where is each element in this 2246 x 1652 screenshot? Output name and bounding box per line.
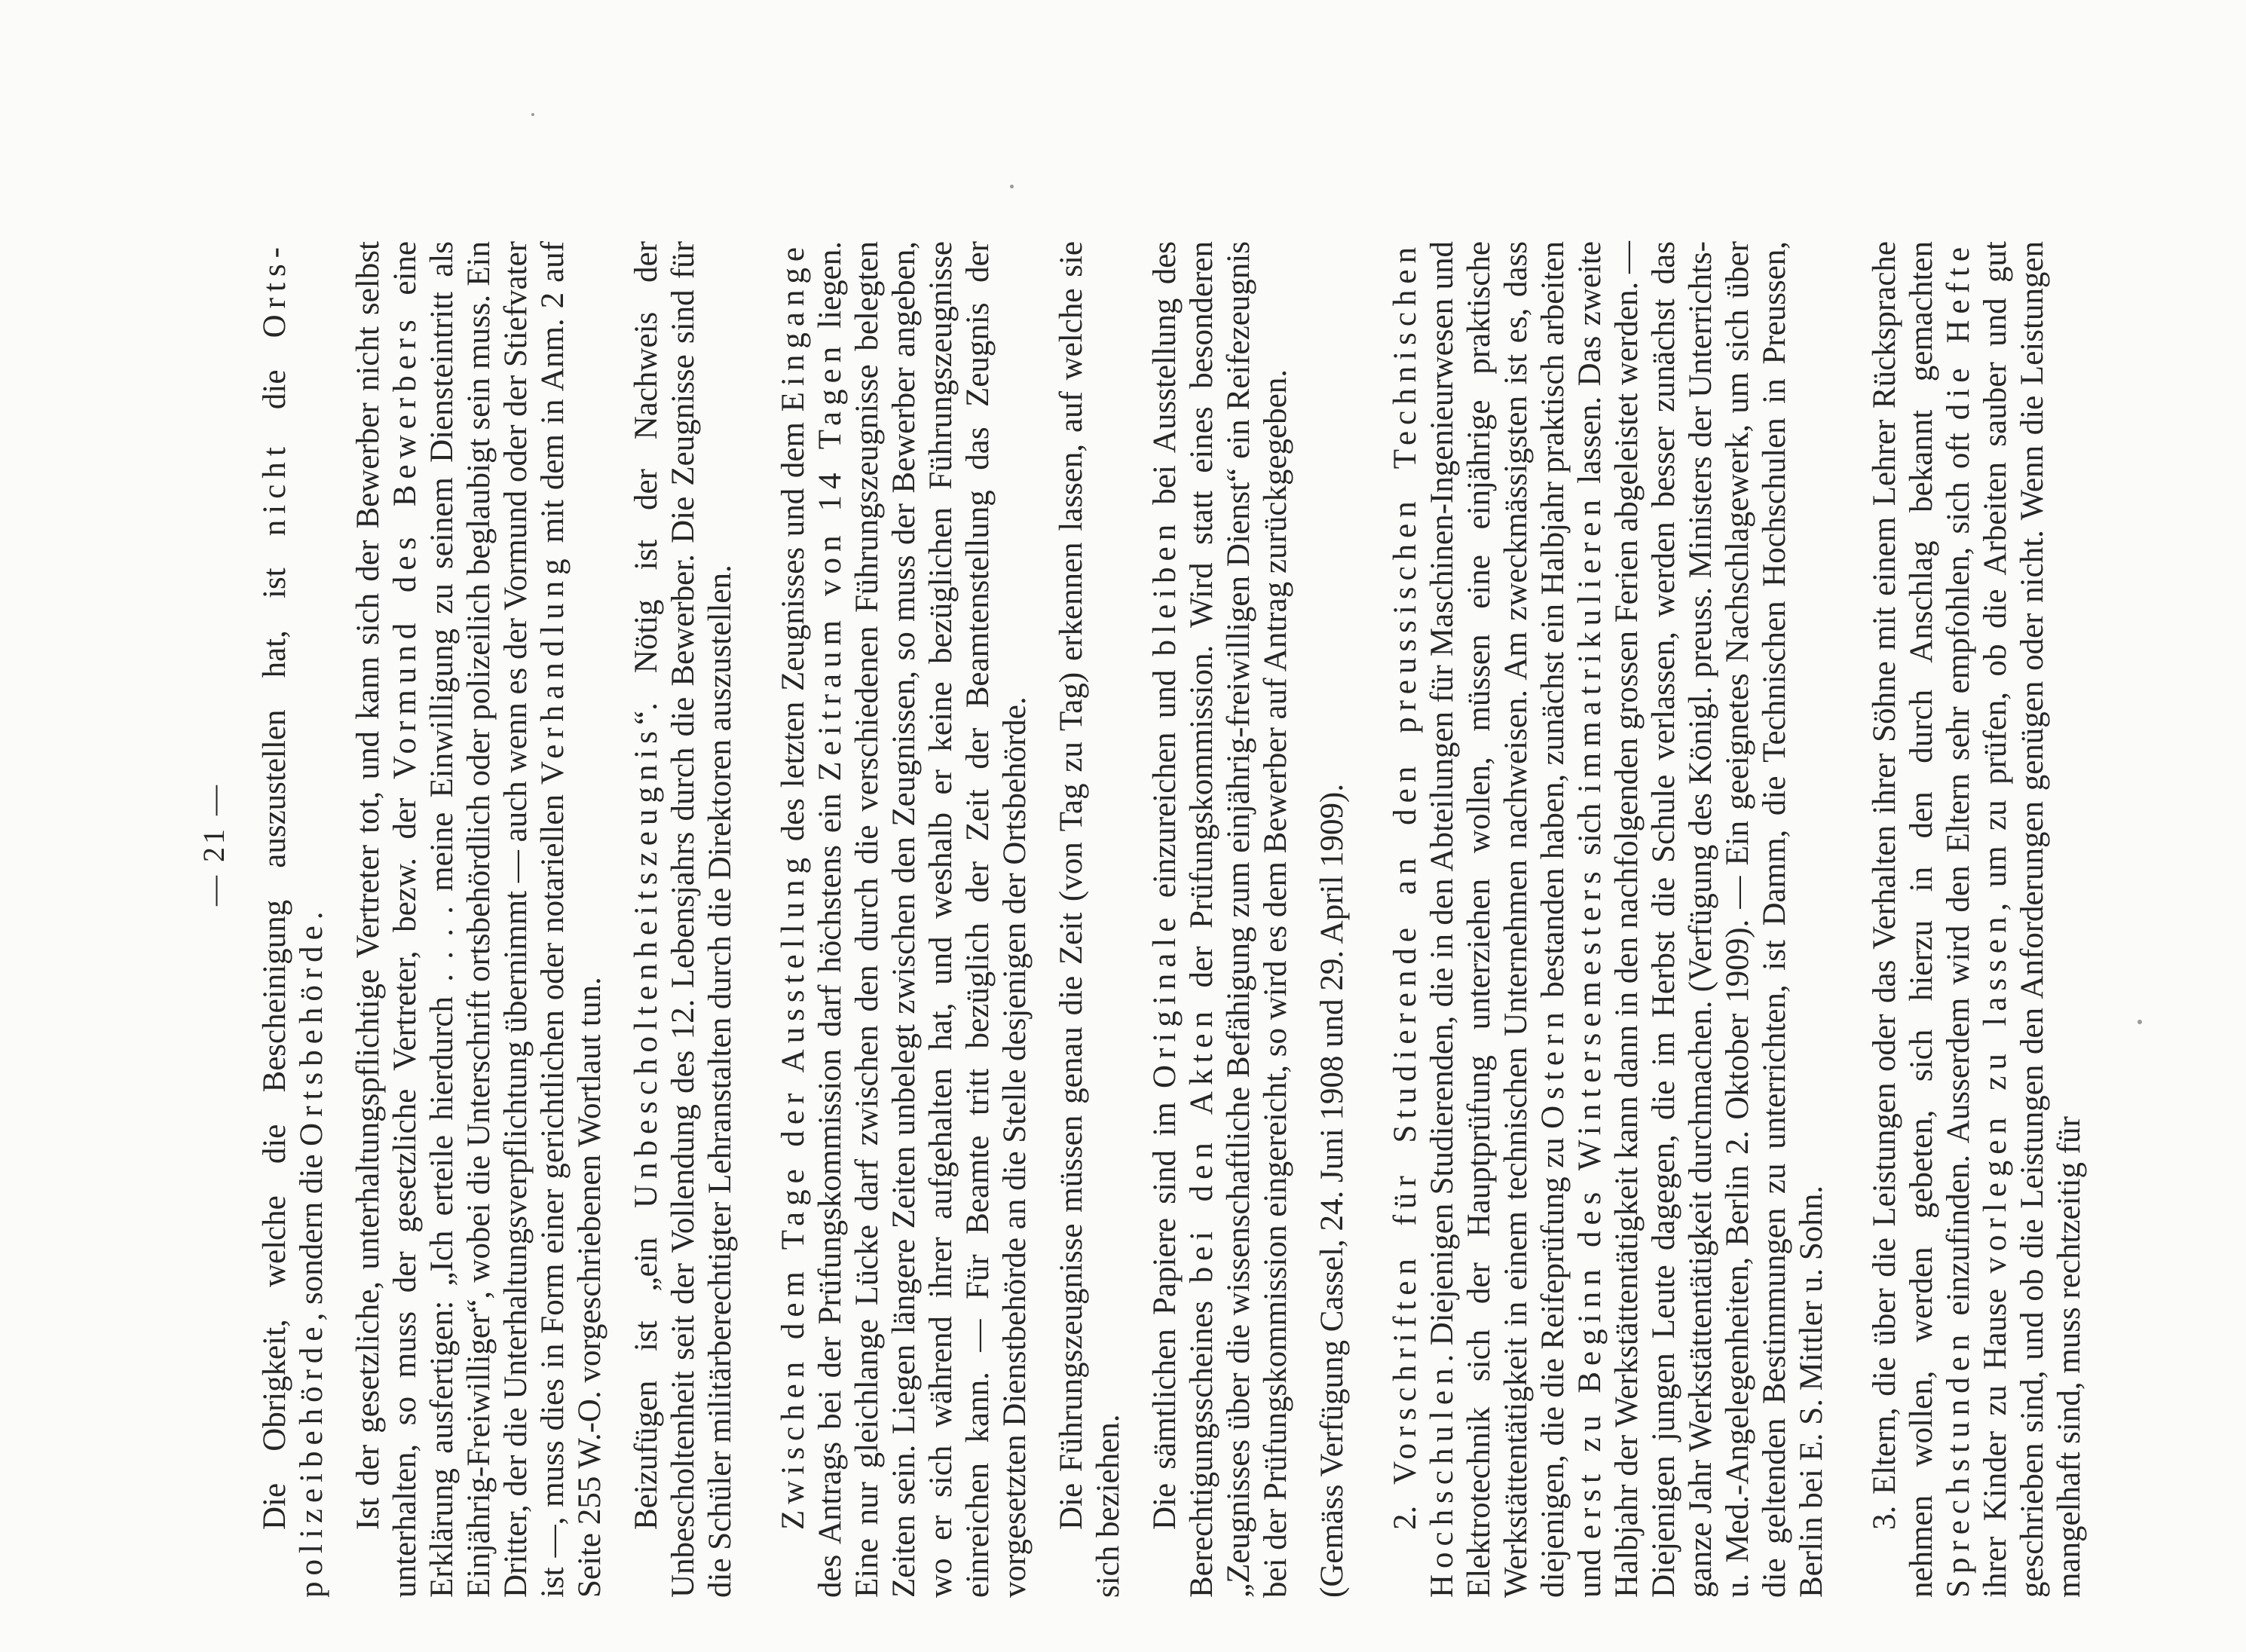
- text-run: Beizufügen ist „ein: [629, 1208, 664, 1530]
- text-run: 3. Eltern, die über die Leistungen oder das Verhalten ihrer Söhne mit einem Lehrer Rücksprache nehmen wollen, werden gebeten, sich hierzu in den durch Anschlag bekannt gemachten: [1867, 241, 1939, 1598]
- scan-speck: [531, 113, 534, 116]
- text-run: liegen. Eine nur gleichlange Lücke darf zwischen den durch die verschiedenen Führungszeugnisse belegten Zeiten sein. Liegen längere Zeiten unbelegt zwischen den Zeugnissen, so muss der Bewerber angeben, wo er sich während ihrer aufgehalten hat, und weshalb er keine bezüglichen Führungszeugnisse einreichen kann. — Für Beamte tritt bezüglich der Zeit der Beamtenstellung das Zeugnis der vorgesetzten Dienstbehörde an die Stelle desjenigen der Ortsbehörde.: [812, 241, 1033, 1598]
- spaced-emphasis: Zeitraum von 14 Tagen: [812, 340, 848, 782]
- text-run: . Diejenigen Studierenden, die in den Abteilungen für Maschinen-Ingenieurwesen und Elektrotechnik sich der Hauptprüfung unterziehen wollen, müssen eine einjährige praktische Werkstättentätigkeit in einem technischen Unternehmen nachweisen. Am zweckmässigsten ist es, dass diejenigen, die die Reifeprüfung zu: [1424, 241, 1571, 1598]
- text-run: eine Erklärung ausfertigen: „Ich erteile hierdurch . . . . meine Einwilligung zu seinem Diensteintritt als Einjährig-Freiwilliger“, wobei die Unterschrift ortsbehördlich oder polizeilich beglaubigt sein muss. Ein Dritter, der die Unterhaltungsverpflichtung übernimmt — auch wenn es der Vormund oder der Stiefvater ist —, muss dies in Form einer gerichtlichen oder notariellen: [387, 241, 571, 1598]
- spaced-emphasis: die Hefte: [1941, 241, 1976, 421]
- text-run: des letzten Zeugnisses und dem: [776, 411, 811, 852]
- text-run: lassen. Das zweite Halbjahr der Werkstättentätigkeit kann dann in den nachfolgenden grossen Ferien abgeleistet werden. — Diejenigen jungen Leute dagegen, die im Herbst die Schule verlassen, werden besser zunächst das ganze Jahr Werkstättentätigkeit durchmachen. (Verfügung des Königl. preuss. Ministers der Unterrichts- u. Med.-Angelegenheiten, Berlin 2. Oktober 1909). — Ein geeignetes Nachschlagewerk, um sich über die geltenden Bestimmungen zu unterrichten, ist Damm, die Technischen Hochschulen in Preussen, Berlin bei E. S. Mittler u. Sohn.: [1572, 241, 1829, 1598]
- text-run: Ist der gesetzliche, unterhaltungspflichtige Vertreter tot, und kann sich der Bewerber nicht selbst unterhalten, so muss der gesetzliche Vertreter, bezw. der: [350, 241, 423, 1598]
- spaced-emphasis: Originale: [1147, 911, 1183, 1088]
- paragraph-p3: [628, 241, 739, 1598]
- spaced-emphasis: vorlegen zu lassen: [1978, 910, 2013, 1274]
- spaced-emphasis: nicht: [257, 441, 292, 537]
- text-run: einzureichen und: [1147, 656, 1183, 912]
- text-run: , um zu prüfen, ob die Arbeiten sauber und gut geschrieben sind, und ob die Leistungen den Anforderungen genügen oder nicht. Wenn die Leistungen mangelhaft sind, muss rechtzeitig für: [1978, 240, 2087, 1598]
- text-run: sich: [1572, 793, 1608, 866]
- text-run: mit dem in Anm. 2 auf Seite 255 W.-O. vorgeschriebenen Wortlaut tun.: [535, 241, 607, 1598]
- page-number: — 21 —: [197, 782, 231, 906]
- text-run: einzufinden. Ausserdem wird den Eltern sehr empfohlen, sich oft: [1941, 420, 1976, 1329]
- spaced-emphasis: Verhandlung: [535, 552, 571, 785]
- paragraph-p7: [1314, 241, 1351, 1598]
- text-run: .: [294, 911, 329, 920]
- spaced-emphasis: Sprechstunden: [1941, 1328, 1976, 1598]
- paragraph-p1: [256, 241, 330, 1598]
- text-run: bestanden haben, zunächst ein Halbjahr praktisch arbeiten und: [1535, 241, 1608, 1598]
- body-text: [256, 241, 2107, 1598]
- paragraph-p9: [1866, 241, 2088, 1598]
- text-run: bei Ausstellung des Berechtigungsscheines: [1147, 240, 1219, 1598]
- text-run: Die sämtlichen Papiere sind im: [1147, 1088, 1183, 1530]
- text-run: (Gemäss Verfügung Cassel, 24. Juni 1908 und 29. April 1909).: [1314, 783, 1350, 1598]
- paragraph-p2: [350, 241, 608, 1598]
- spaced-emphasis: Ostern: [1535, 1006, 1571, 1129]
- rotated-page-content: [196, 90, 2125, 1598]
- scan-speck: [1010, 185, 1014, 188]
- text-run: , sondern die: [294, 1146, 329, 1321]
- text-run: Die Führungszeugnisse müssen genau die Zeit (von Tag zu Tag) erkennen lassen, auf welche sie sich beziehen.: [1054, 241, 1126, 1598]
- paragraph-p6: [1146, 241, 1294, 1598]
- text-run: “. Nötig ist der Nachweis der Unbescholtenheit seit der Vollendung des 12. Lebensjahrs durch die Bewerber. Die Zeugnisse sind für die Schüler militärberechtigter Lehranstalten durch die Direktoren auszustellen.: [629, 240, 738, 1598]
- spaced-emphasis: Eingange: [776, 241, 811, 412]
- scan-speck: [2137, 1020, 2142, 1024]
- spaced-emphasis: Orts-polizeibehörde: [257, 241, 329, 1598]
- text-run: 2.: [1388, 1484, 1423, 1530]
- spaced-emphasis: immatrikulieren: [1572, 494, 1608, 794]
- spaced-emphasis: Vormund des Bewerbers: [387, 314, 423, 779]
- spaced-emphasis: Zwischen dem Tage der Ausstellung: [776, 851, 811, 1530]
- spaced-emphasis: bei den Akten: [1184, 1005, 1219, 1283]
- spaced-emphasis: Ortsbehörde: [294, 919, 329, 1146]
- spaced-emphasis: Unbescholtenheitszeugnis: [629, 724, 664, 1208]
- spaced-emphasis: erst zu Beginn des Wintersemesters: [1572, 865, 1608, 1540]
- spaced-emphasis: bleiben: [1147, 518, 1183, 656]
- text-run: die: [257, 338, 292, 442]
- text-run: Die Obrigkeit, welche die Bescheinigung auszustellen hat, ist: [257, 536, 292, 1530]
- paragraph-p5: [1053, 241, 1127, 1598]
- text-run: der Prüfungskommission. Wird statt eines besonderen „Zeugnisses über die wissenschaftliche Befähigung zum einjährig-freiwilligen Dienst“ ein Reifezeugnis bei der Prüfungskommission eingereicht, so wird es dem Bewerber auf Antrag zurückgegeben.: [1184, 240, 1293, 1598]
- spaced-emphasis: Vorschriften für Studierende an den preussischen Technischen Hochschulen: [1388, 241, 1460, 1598]
- text-run: ihrer Kinder zu Hause: [1978, 1273, 2013, 1598]
- text-run: des Antrags bei der Prüfungskommission darf höchstens ein: [812, 781, 848, 1598]
- paragraph-p4: [775, 241, 1033, 1598]
- paragraph-p8: [1387, 241, 1830, 1598]
